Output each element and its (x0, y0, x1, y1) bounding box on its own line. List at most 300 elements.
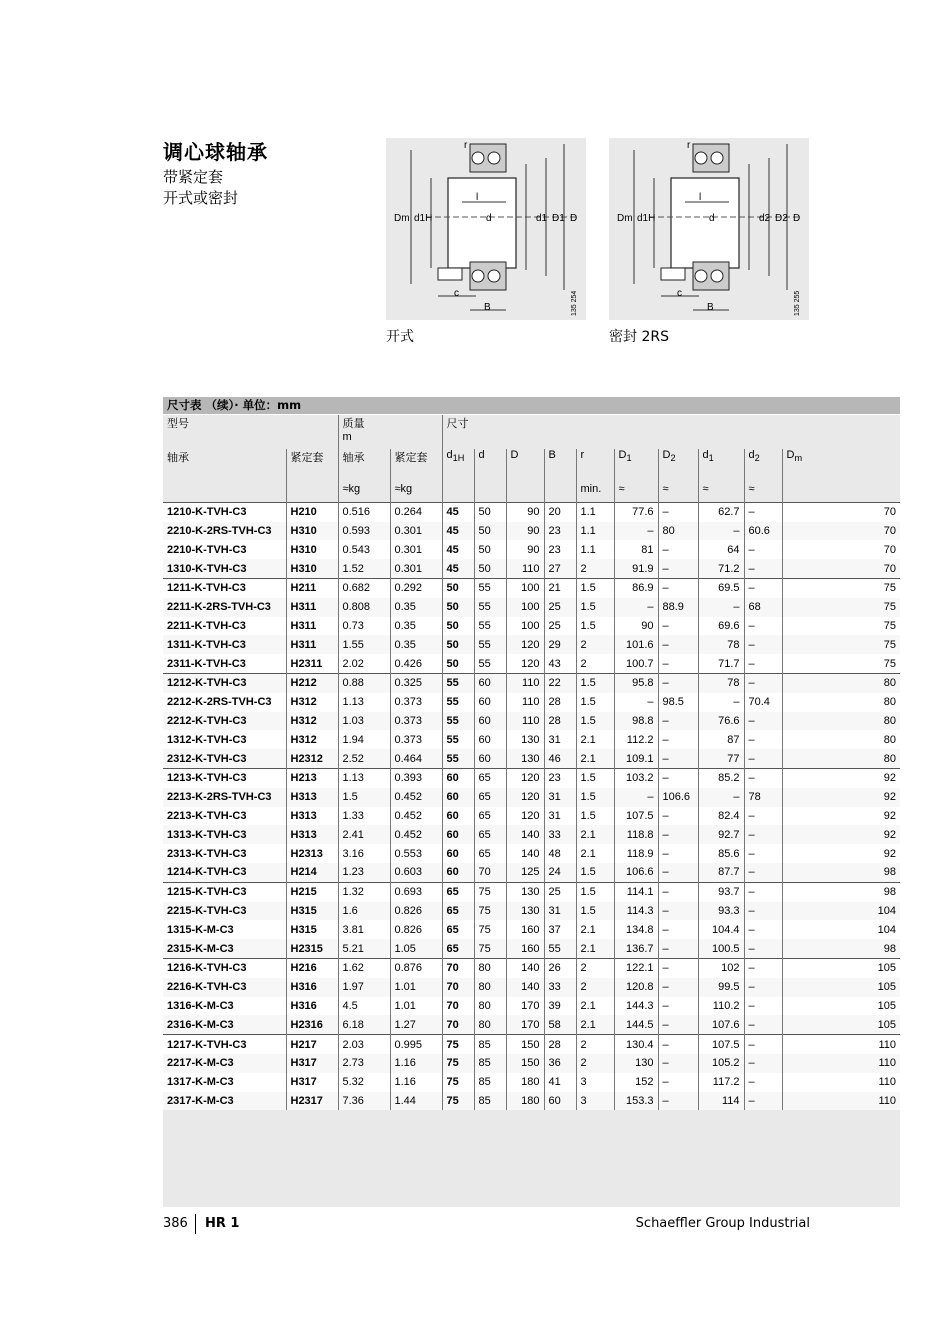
label-B: B (707, 302, 714, 313)
table-cell: – (744, 882, 782, 901)
table-row (163, 712, 900, 731)
table-cell: 1.5 (576, 712, 614, 731)
table-cell: 2.41 (338, 825, 390, 844)
table-cell: – (614, 522, 658, 541)
table-cell: – (658, 559, 698, 578)
table-cell: 0.682 (338, 578, 390, 597)
page-number: 386 (163, 1216, 188, 1231)
unit-kg-bearing: ≈kg (338, 483, 390, 502)
table-cell: – (744, 1015, 782, 1034)
table-cell: 100.5 (698, 939, 744, 958)
table-cell: – (744, 673, 782, 692)
drawing-code: 135 255 (794, 290, 801, 316)
table-cell: 1317-K-M-C3 (163, 1073, 286, 1092)
table-cell: 118.8 (614, 825, 658, 844)
table-row (163, 730, 900, 749)
table-cell: 170 (506, 1015, 544, 1034)
table-cell: 23 (544, 768, 576, 787)
table-cell: – (658, 617, 698, 636)
table-cell: H215 (286, 882, 338, 901)
table-cell: 160 (506, 920, 544, 939)
subtitle-sleeve: 带紧定套 (163, 168, 224, 186)
table-cell: 80 (474, 997, 506, 1016)
table-cell: 31 (544, 730, 576, 749)
table-cell: 50 (442, 654, 474, 673)
table-cell: 60 (474, 730, 506, 749)
table-cell: 120 (506, 788, 544, 807)
table-cell: 2213-K-TVH-C3 (163, 807, 286, 826)
table-cell: 65 (474, 807, 506, 826)
table-cell: 1.5 (576, 882, 614, 901)
table-cell: 105.2 (698, 1054, 744, 1073)
header-bearing: 轴承 (167, 452, 189, 464)
table-cell: 0.452 (390, 807, 442, 826)
table-cell: 62.7 (698, 502, 744, 521)
table-cell: 2 (576, 654, 614, 673)
table-cell: – (744, 654, 782, 673)
table-cell: 77 (698, 749, 744, 768)
label-l: l (699, 192, 702, 203)
table-cell: 93.3 (698, 902, 744, 921)
table-cell: 39 (544, 997, 576, 1016)
table-cell: 75 (442, 1092, 474, 1111)
table-cell: 3.81 (338, 920, 390, 939)
label-D2: D2 (775, 213, 788, 224)
table-cell: 75 (782, 578, 900, 597)
table-cell: 64 (698, 540, 744, 559)
table-cell: – (744, 768, 782, 787)
table-cell: 2315-K-M-C3 (163, 939, 286, 958)
table-cell: 2213-K-2RS-TVH-C3 (163, 788, 286, 807)
table-cell: 2 (576, 1035, 614, 1054)
label-D1: D1 (552, 213, 565, 224)
table-cell: 29 (544, 635, 576, 654)
table-cell: 1210-K-TVH-C3 (163, 502, 286, 521)
table-cell: – (698, 693, 744, 712)
table-cell: H2316 (286, 1015, 338, 1034)
table-cell: 1313-K-TVH-C3 (163, 825, 286, 844)
table-cell: 0.373 (390, 730, 442, 749)
label-c: c (677, 288, 682, 299)
table-cell: – (698, 788, 744, 807)
table-cell: – (744, 578, 782, 597)
table-cell: 1.16 (390, 1073, 442, 1092)
table-cell: 110.2 (698, 997, 744, 1016)
table-cell: 1.5 (576, 902, 614, 921)
table-cell: 75 (782, 617, 900, 636)
table-cell: 75 (442, 1035, 474, 1054)
table-cell: 2316-K-M-C3 (163, 1015, 286, 1034)
table-cell: 99.5 (698, 978, 744, 997)
table-row (163, 598, 900, 617)
table-cell: – (658, 920, 698, 939)
table-cell: 130 (614, 1054, 658, 1073)
table-row (163, 863, 900, 882)
table-cell: 88.9 (658, 598, 698, 617)
table-cell: 2 (576, 635, 614, 654)
table-cell: 55 (544, 939, 576, 958)
table-cell: 0.325 (390, 673, 442, 692)
label-c: c (454, 288, 459, 299)
table-cell: 45 (442, 502, 474, 521)
table-cell: 2.1 (576, 997, 614, 1016)
table-cell: 92 (782, 844, 900, 863)
table-cell: 80 (474, 958, 506, 977)
table-cell: H310 (286, 522, 338, 541)
table-cell: 0.995 (390, 1035, 442, 1054)
table-cell: – (744, 978, 782, 997)
table-cell: 55 (474, 635, 506, 654)
table-cell: H313 (286, 807, 338, 826)
table-cell: – (744, 540, 782, 559)
table-cell: 85.6 (698, 844, 744, 863)
table-cell: 80 (782, 712, 900, 731)
table-cell: 55 (474, 578, 506, 597)
table-cell: 3.16 (338, 844, 390, 863)
table-cell: 2215-K-TVH-C3 (163, 902, 286, 921)
table-cell: 71.2 (698, 559, 744, 578)
table-cell: 2312-K-TVH-C3 (163, 749, 286, 768)
table-cell: 2212-K-TVH-C3 (163, 712, 286, 731)
table-cell: 2 (576, 559, 614, 578)
table-cell: – (744, 902, 782, 921)
table-cell: 122.1 (614, 958, 658, 977)
table-cell: 55 (474, 617, 506, 636)
table-row (163, 939, 900, 958)
table-cell: H2317 (286, 1092, 338, 1111)
table-cell: 130 (506, 902, 544, 921)
table-cell: 1.5 (576, 578, 614, 597)
table-cell: 37 (544, 920, 576, 939)
table-cell: H315 (286, 902, 338, 921)
table-cell: H317 (286, 1073, 338, 1092)
table-cell: 65 (442, 902, 474, 921)
table-cell: 2317-K-M-C3 (163, 1092, 286, 1111)
table-cell: 70 (442, 997, 474, 1016)
table-cell: 1216-K-TVH-C3 (163, 958, 286, 977)
table-cell: 50 (474, 522, 506, 541)
table-cell: 80 (474, 978, 506, 997)
table-cell: 110 (782, 1035, 900, 1054)
table-cell: 85 (474, 1092, 506, 1111)
table-row (163, 617, 900, 636)
table-cell: 90 (506, 502, 544, 521)
table-cell: – (698, 598, 744, 617)
approx-d2: ≈ (744, 483, 782, 502)
table-cell: 92 (782, 768, 900, 787)
table-cell: – (744, 559, 782, 578)
table-cell: 2 (576, 958, 614, 977)
unit-r-min: min. (576, 483, 614, 502)
table-cell: 45 (442, 540, 474, 559)
table-cell: 0.826 (390, 902, 442, 921)
table-cell: 33 (544, 978, 576, 997)
table-cell: H213 (286, 768, 338, 787)
table-cell: 1.62 (338, 958, 390, 977)
table-cell: 2.03 (338, 1035, 390, 1054)
table-row (163, 1035, 900, 1054)
table-cell: 105 (782, 958, 900, 977)
table-cell: 1316-K-M-C3 (163, 997, 286, 1016)
table-cell: – (744, 1035, 782, 1054)
table-cell: 134.8 (614, 920, 658, 939)
table-cell: 0.373 (390, 693, 442, 712)
table-cell: 75 (442, 1073, 474, 1092)
table-cell: 80 (782, 730, 900, 749)
table-cell: 130 (506, 882, 544, 901)
table-cell: 1212-K-TVH-C3 (163, 673, 286, 692)
table-cell: 86.9 (614, 578, 658, 597)
table-row (163, 882, 900, 901)
table-cell: – (658, 978, 698, 997)
table-cell: – (744, 863, 782, 882)
label-r: r (687, 140, 691, 151)
table-cell: 0.35 (390, 635, 442, 654)
table-cell: 80 (474, 1015, 506, 1034)
table-cell: – (744, 1054, 782, 1073)
header-model: 型号 (167, 418, 189, 430)
table-cell: H316 (286, 978, 338, 997)
table-cell: 103.2 (614, 768, 658, 787)
table-row (163, 654, 900, 673)
table-cell: 2.1 (576, 939, 614, 958)
table-cell: 0.693 (390, 882, 442, 901)
table-cell: 50 (474, 559, 506, 578)
table-cell: 78 (744, 788, 782, 807)
table-cell: 75 (474, 939, 506, 958)
table-cell: 87.7 (698, 863, 744, 882)
table-cell: – (658, 673, 698, 692)
table-cell: – (658, 902, 698, 921)
approx-D1: ≈ (614, 483, 658, 502)
table-cell: 1.13 (338, 693, 390, 712)
table-cell: 120 (506, 654, 544, 673)
table-row (163, 693, 900, 712)
table-row (163, 807, 900, 826)
header-D2: $D_2$ (658, 449, 698, 483)
table-cell: – (614, 693, 658, 712)
table-row (163, 844, 900, 863)
label-d2: d2 (759, 213, 771, 224)
table-cell: 150 (506, 1054, 544, 1073)
table-cell: 110 (506, 673, 544, 692)
table-cell: 25 (544, 617, 576, 636)
table-cell: – (614, 598, 658, 617)
caption-sealed: 密封 2RS (609, 329, 669, 345)
table-cell: 1.27 (390, 1015, 442, 1034)
table-cell: 150 (506, 1035, 544, 1054)
table-cell: 80 (782, 749, 900, 768)
table-cell: 100 (506, 598, 544, 617)
table-cell: 80 (782, 693, 900, 712)
table-cell: H315 (286, 920, 338, 939)
table-cell: 50 (442, 635, 474, 654)
table-cell: 55 (474, 654, 506, 673)
table-row (163, 522, 900, 541)
table-cell: 60 (442, 807, 474, 826)
table-cell: 2210-K-TVH-C3 (163, 540, 286, 559)
table-cell: 110 (506, 712, 544, 731)
table-cell: – (744, 997, 782, 1016)
table-cell: – (658, 540, 698, 559)
table-cell: 70 (474, 863, 506, 882)
table-cell: 60 (474, 749, 506, 768)
table-cell: 78 (698, 673, 744, 692)
table-cell: 1.01 (390, 997, 442, 1016)
header-mass-bearing: 轴承 (338, 449, 390, 483)
table-cell: 110 (506, 559, 544, 578)
table-cell: H211 (286, 578, 338, 597)
table-cell: 20 (544, 502, 576, 521)
table-cell: 77.6 (614, 502, 658, 521)
table-cell: 80 (658, 522, 698, 541)
table-cell: 120 (506, 635, 544, 654)
table-row (163, 768, 900, 787)
table-row (163, 1054, 900, 1073)
drawing-code: 135 254 (571, 290, 578, 316)
table-cell: 110 (782, 1054, 900, 1073)
table-cell: H217 (286, 1035, 338, 1054)
table-cell: 160 (506, 939, 544, 958)
table-cell: 1.5 (576, 617, 614, 636)
table-cell: 60 (442, 788, 474, 807)
table-cell: 0.264 (390, 502, 442, 521)
table-cell: 0.88 (338, 673, 390, 692)
table-row (163, 749, 900, 768)
company-name: Schaeffler Group Industrial (635, 1216, 810, 1231)
table-cell: 23 (544, 540, 576, 559)
table-cell: – (744, 712, 782, 731)
table-cell: 98 (782, 939, 900, 958)
table-cell: 2.1 (576, 920, 614, 939)
header-d2: $d_2$ (744, 449, 782, 483)
table-cell: H316 (286, 997, 338, 1016)
table-cell: – (658, 654, 698, 673)
header-d1: $d_1$ (698, 449, 744, 483)
table-cell: 170 (506, 997, 544, 1016)
table-cell: 104 (782, 902, 900, 921)
table-cell: 60 (442, 863, 474, 882)
table-cell: 50 (474, 502, 506, 521)
table-cell: 101.6 (614, 635, 658, 654)
table-cell: 71.7 (698, 654, 744, 673)
table-cell: 1.05 (390, 939, 442, 958)
table-cell: 1.16 (390, 1054, 442, 1073)
table-cell: 120 (506, 807, 544, 826)
table-cell: 180 (506, 1073, 544, 1092)
table-cell: 41 (544, 1073, 576, 1092)
table-cell: 1.01 (390, 978, 442, 997)
table-cell: 1.52 (338, 559, 390, 578)
table-cell: 1.5 (338, 788, 390, 807)
table-cell: H210 (286, 502, 338, 521)
table-cell: 36 (544, 1054, 576, 1073)
label-D: D (793, 213, 801, 224)
table-cell: 130 (506, 749, 544, 768)
approx-D2: ≈ (658, 483, 698, 502)
table-cell: 0.464 (390, 749, 442, 768)
table-cell: 55 (442, 712, 474, 731)
table-cell: H311 (286, 617, 338, 636)
table-cell: 90 (614, 617, 658, 636)
table-cell: 76.6 (698, 712, 744, 731)
table-cell: H2313 (286, 844, 338, 863)
table-cell: 153.3 (614, 1092, 658, 1111)
table-cell: 50 (442, 578, 474, 597)
table-cell: – (658, 1092, 698, 1111)
table-cell: 120.8 (614, 978, 658, 997)
table-cell: 2211-K-2RS-TVH-C3 (163, 598, 286, 617)
table-cell: 2.1 (576, 749, 614, 768)
table-cell: 28 (544, 712, 576, 731)
dimension-table (163, 415, 900, 1207)
table-cell: 60 (544, 1092, 576, 1111)
table-cell: 70 (782, 559, 900, 578)
table-cell: 1.5 (576, 807, 614, 826)
table-cell: 55 (442, 749, 474, 768)
table-cell: – (744, 502, 782, 521)
table-cell: 92 (782, 825, 900, 844)
table-cell: 106.6 (658, 788, 698, 807)
table-cell: 1310-K-TVH-C3 (163, 559, 286, 578)
label-d1h: d1H (414, 213, 433, 224)
table-cell: – (744, 920, 782, 939)
table-cell: 0.876 (390, 958, 442, 977)
table-cell: 81 (614, 540, 658, 559)
table-cell: 91.9 (614, 559, 658, 578)
table-cell: 110 (782, 1073, 900, 1092)
table-cell: 0.516 (338, 502, 390, 521)
table-cell: 104.4 (698, 920, 744, 939)
table-cell: H313 (286, 788, 338, 807)
table-cell: – (658, 712, 698, 731)
table-cell: 55 (442, 730, 474, 749)
table-cell: 26 (544, 958, 576, 977)
table-cell: 65 (474, 788, 506, 807)
table-cell: 75 (474, 902, 506, 921)
table-cell: 31 (544, 788, 576, 807)
table-cell: 58 (544, 1015, 576, 1034)
table-cell: 1311-K-TVH-C3 (163, 635, 286, 654)
table-cell: H2312 (286, 749, 338, 768)
table-row (163, 635, 900, 654)
table-cell: 4.5 (338, 997, 390, 1016)
header-Dm: $D_m$ (782, 449, 900, 483)
table-cell: 21 (544, 578, 576, 597)
table-cell: 60 (442, 825, 474, 844)
table-cell: 55 (442, 673, 474, 692)
table-cell: – (658, 844, 698, 863)
table-cell: 31 (544, 902, 576, 921)
table-cell: 31 (544, 807, 576, 826)
table-cell: 1.44 (390, 1092, 442, 1111)
table-cell: 104 (782, 920, 900, 939)
table-cell: 144.5 (614, 1015, 658, 1034)
bearing-drawing-sealed (609, 138, 809, 320)
subtitle-open-sealed: 开式或密封 (163, 189, 239, 207)
table-cell: – (658, 1035, 698, 1054)
table-cell: – (658, 749, 698, 768)
table-cell: 0.301 (390, 540, 442, 559)
table-cell: 1215-K-TVH-C3 (163, 882, 286, 901)
table-cell: 2313-K-TVH-C3 (163, 844, 286, 863)
table-cell: 0.426 (390, 654, 442, 673)
table-cell: H311 (286, 635, 338, 654)
table-cell: 98.8 (614, 712, 658, 731)
footer-separator (195, 1214, 196, 1234)
table-cell: 107.6 (698, 1015, 744, 1034)
table-cell: H312 (286, 730, 338, 749)
